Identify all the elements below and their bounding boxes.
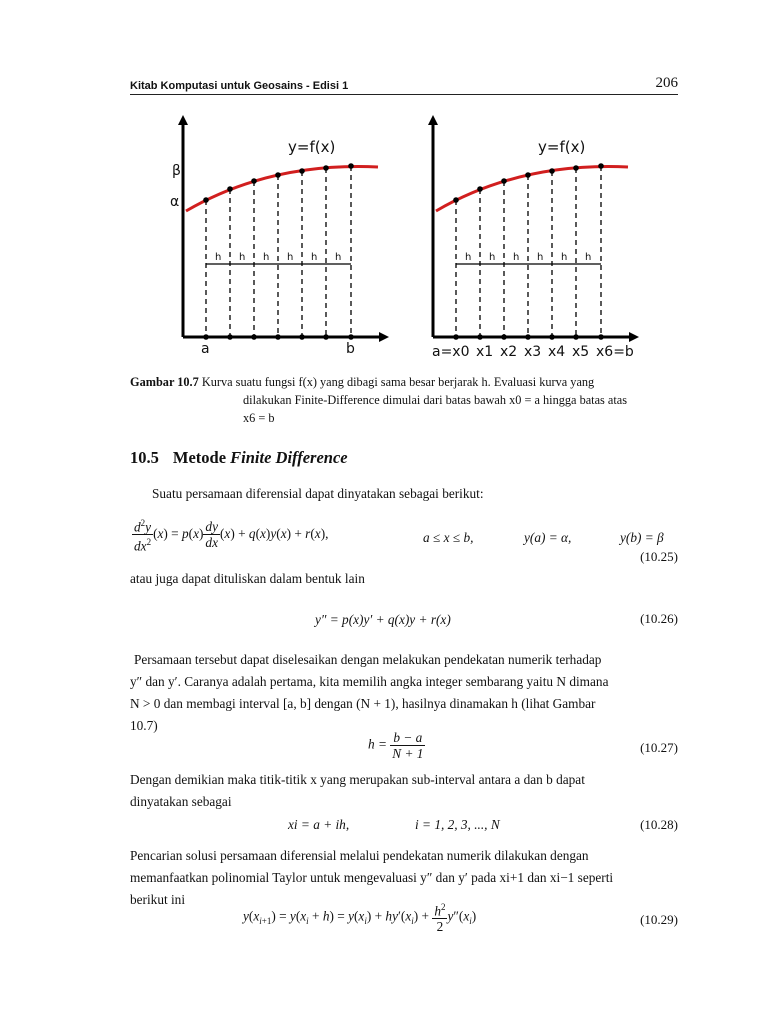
paragraph-numerical-approach — [130, 649, 678, 737]
equation-10-26: y″ = p(x)y′ + q(x)y + r(x) — [315, 612, 451, 627]
x-label-0: a=x0 — [432, 344, 470, 360]
caption-line-3: x6 = b — [243, 411, 275, 425]
equation-number-10-29: (10.29) — [640, 912, 678, 927]
section-title-plain: Metode — [172, 448, 227, 467]
eq28-rhs: i = 1, 2, 3, ..., N — [415, 817, 500, 832]
equation-number-10-28: (10.28) — [640, 817, 678, 832]
right-x-labels — [432, 344, 634, 360]
x-label-4: x4 — [548, 344, 566, 360]
p3-line-1: Persamaan tersebut dapat diselesaikan dengan melakukan pendekatan numerik terhadap — [134, 652, 602, 667]
b-label: b — [346, 341, 355, 357]
figure-finite-difference — [0, 0, 768, 372]
p5-line-1: Pencarian solusi persamaan diferensial melalui pendekatan numerik dilakukan dengan — [130, 848, 589, 863]
svg-text:h: h — [335, 252, 342, 263]
section-heading — [130, 448, 348, 468]
x-label-2: x2 — [500, 344, 518, 360]
page-number: 206 — [655, 75, 678, 91]
p3-line-2: y″ dan y′. Caranya adalah pertama, kita memilih angka integer sembarang yaitu N dimana — [130, 674, 609, 689]
svg-text:h: h — [537, 252, 544, 263]
equation-10-25: $\frac{d^2y}{dx^2}$ (x) = p(x) $\frac{dy}{dx}$ (x) + q(x)y(x) + r(x), — [134, 518, 329, 554]
section-title-italic: Finite Difference — [230, 448, 348, 467]
left-curve — [186, 167, 378, 211]
svg-text:h: h — [465, 252, 472, 263]
eq25-condition-1: a ≤ x ≤ b, — [423, 530, 474, 545]
p4-line-1: Dengan demikian maka titik-titik x yang merupakan sub-interval antara a dan b dapat — [130, 772, 585, 787]
svg-text:h: h — [513, 252, 520, 263]
caption-line-2: dilakukan Finite-Difference dimulai dari batas bawah x0 = a hingga batas atas — [243, 393, 628, 407]
paragraph-alt-form: atau juga dapat dituliskan dalam bentuk lain — [130, 571, 365, 586]
svg-text:h: h — [561, 252, 568, 263]
right-curve — [436, 167, 628, 211]
equation-number-10-26: (10.26) — [640, 611, 678, 626]
paragraph-intro: Suatu persamaan diferensial dapat dinyatakan sebagai berikut: — [152, 486, 484, 501]
beta-label: β — [172, 163, 181, 179]
caption-line-1: Kurva suatu fungsi f(x) yang dibagi sama besar berjarak h. Evaluasi kurva yang — [201, 375, 595, 389]
section-number: 10.5 — [130, 448, 159, 467]
svg-text:h: h — [263, 252, 270, 263]
svg-text:h: h — [215, 252, 222, 263]
x-label-6: x6=b — [596, 344, 634, 360]
equation-10-27 — [368, 730, 425, 761]
right-curve-label: y=f(x) — [538, 138, 586, 156]
left-panel — [170, 120, 384, 357]
p3-line-3: N > 0 dan membagi interval [a, b] dengan (N + 1), hasilnya dinamakan h (lihat Gambar — [130, 696, 596, 711]
svg-text:h: h — [239, 252, 246, 263]
right-panel — [432, 120, 634, 360]
eq25-condition-3: y(b) = β — [620, 530, 664, 545]
eq27-denominator: N + 1 — [392, 746, 424, 761]
x-label-5: x5 — [572, 344, 590, 360]
eq28-lhs: xi = a + ih, — [288, 817, 350, 832]
svg-text:h: h — [585, 252, 592, 263]
p3-line-4: 10.7) — [130, 718, 158, 733]
eq25-condition-2: y(a) = α, — [524, 530, 572, 545]
svg-text:h: h — [287, 252, 294, 263]
svg-text:h: h — [489, 252, 496, 263]
alpha-label: α — [170, 194, 180, 210]
figure-caption — [130, 373, 678, 427]
left-curve-label: y=f(x) — [288, 138, 336, 156]
equation-number-10-27: (10.27) — [640, 740, 678, 755]
p5-line-3: berikut ini — [130, 892, 186, 907]
p5-line-2: memanfaatkan polinomial Taylor untuk mengevaluasi y″ dan y′ pada xi+1 dan xi−1 seperti — [130, 870, 614, 885]
caption-label: Gambar 10.7 — [130, 375, 199, 389]
eq27-lhs: h = — [368, 736, 387, 752]
running-header-title: Kitab Komputasi untuk Geosains - Edisi 1 — [130, 80, 349, 92]
eq27-numerator: b − a — [390, 730, 425, 746]
svg-text:h: h — [311, 252, 318, 263]
x-label-3: x3 — [524, 344, 542, 360]
p4-line-2: dinyatakan sebagai — [130, 794, 232, 809]
a-label: a — [201, 341, 210, 357]
equation-number-10-25: (10.25) — [640, 549, 678, 564]
paragraph-subinterval — [130, 769, 678, 813]
equation-10-29: $y(x_{i+1}) = y(x_i + h) = y(x_i) + hy'(x_i)$ + $\frac{h^2}{2}$ $y''(x_i)$ — [243, 902, 477, 935]
x-label-1: x1 — [476, 344, 494, 360]
